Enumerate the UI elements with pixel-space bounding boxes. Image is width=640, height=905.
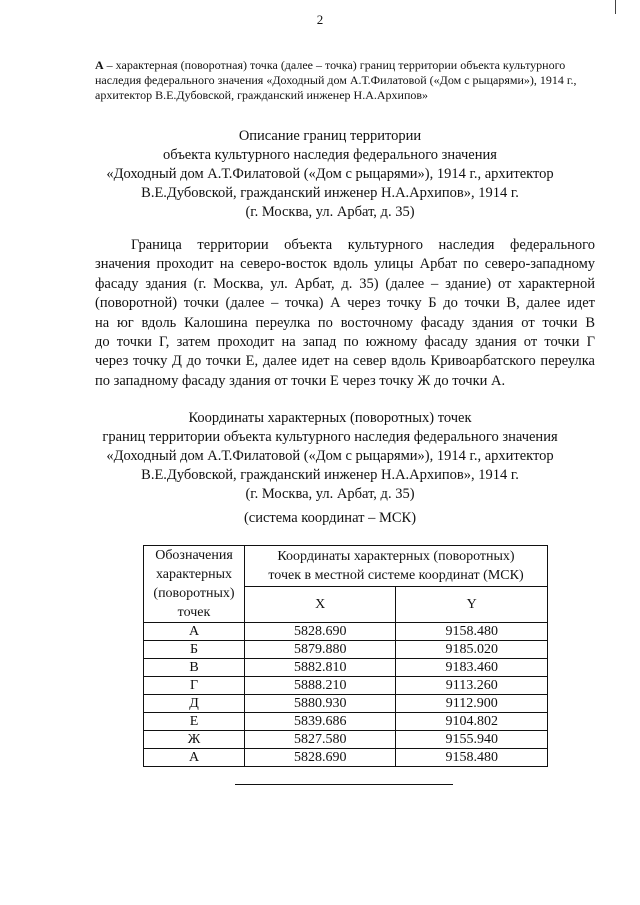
description-heading-line: В.Е.Дубовской, гражданский инженер Н.А.Архипов», 1914 г. bbox=[141, 185, 519, 201]
point-name-cell: Б bbox=[144, 641, 245, 659]
description-line: Граница территории объекта культурного наследия федерального bbox=[131, 237, 595, 253]
point-name-cell: Д bbox=[144, 695, 245, 713]
coordinates-heading-line: (г. Москва, ул. Арбат, д. 35) bbox=[245, 486, 415, 502]
point-name-cell: Г bbox=[144, 677, 245, 695]
boundary-description bbox=[95, 236, 595, 391]
y-coordinate-cell: 9113.260 bbox=[396, 677, 548, 695]
x-coordinate-cell: 5839.686 bbox=[245, 713, 396, 731]
description-heading-line: (г. Москва, ул. Арбат, д. 35) bbox=[245, 204, 415, 220]
point-name-cell: А bbox=[144, 623, 245, 641]
table-row bbox=[144, 713, 548, 731]
header-line: Обозначения bbox=[155, 548, 233, 563]
description-line: на юг вдоль Калошина переулка по восточному фасаду здания от точки В bbox=[95, 314, 595, 331]
description-heading-line: объекта культурного наследия федерального значения bbox=[163, 147, 497, 163]
point-legend-note bbox=[95, 58, 585, 103]
point-name-header bbox=[144, 546, 245, 623]
point-name-cell: Ж bbox=[144, 731, 245, 749]
table-row bbox=[144, 695, 548, 713]
description-line: до точки Г, затем проходит на запад по южному фасаду здания от точки Г bbox=[95, 334, 595, 351]
coordinates-heading-line: «Доходный дом А.Т.Филатовой («Дом с рыцарями»), 1914 г., архитектор bbox=[106, 448, 554, 464]
header-line: характерных bbox=[155, 567, 233, 582]
description-heading-line: Описание границ территории bbox=[238, 128, 422, 144]
description-line: значения проходит на северо-восток вдоль улицы Арбат по северо-западному bbox=[95, 256, 595, 273]
x-coordinate-cell: 5827.580 bbox=[245, 731, 396, 749]
coordinates-group-header bbox=[245, 546, 548, 587]
page-number: 2 bbox=[316, 12, 324, 27]
table-row bbox=[144, 677, 548, 695]
description-line: (поворотной) точки (далее – точка) А через точку Б до точки В, далее идет bbox=[95, 295, 595, 312]
bottom-rule bbox=[235, 784, 453, 785]
header-line: Координаты характерных (поворотных) bbox=[277, 549, 515, 564]
coordinates-heading-line: Координаты характерных (поворотных) точек bbox=[188, 410, 472, 426]
coordinates-table bbox=[143, 545, 548, 767]
table-row bbox=[144, 659, 548, 677]
y-coordinate-cell: 9112.900 bbox=[396, 695, 548, 713]
y-coordinate-cell: 9155.940 bbox=[396, 731, 548, 749]
point-name-cell: В bbox=[144, 659, 245, 677]
x-coordinate-cell: 5888.210 bbox=[245, 677, 396, 695]
x-coordinate-cell: 5879.880 bbox=[245, 641, 396, 659]
y-coordinate-cell: 9183.460 bbox=[396, 659, 548, 677]
description-line: фасаду здания (г. Москва, ул. Арбат, д. 35) (далее – здание) от характерной bbox=[95, 275, 595, 292]
legend-text: – характерная (поворотная) точка (далее – точка) границ территории объекта культурного наследия федерального значения «Доходный дом А.Т.Филатовой («Дом с рыцарями»), 1914 г., архитектор В.Е.Дубовской, гражданский инженер Н.А.Архипов» bbox=[95, 58, 577, 102]
coordinates-heading bbox=[80, 409, 580, 504]
point-name-cell: Е bbox=[144, 713, 245, 731]
header-line: (поворотных) bbox=[153, 586, 235, 601]
y-coordinate-cell: 9158.480 bbox=[396, 749, 548, 767]
table-row bbox=[144, 731, 548, 749]
table-row bbox=[144, 749, 548, 767]
x-header: X bbox=[245, 587, 396, 623]
table-row bbox=[144, 641, 548, 659]
y-header: Y bbox=[396, 587, 548, 623]
table-row bbox=[144, 623, 548, 641]
description-heading-line: «Доходный дом А.Т.Филатовой («Дом с рыцарями»), 1914 г., архитектор bbox=[106, 166, 554, 182]
legend-term: А bbox=[95, 58, 104, 72]
y-coordinate-cell: 9104.802 bbox=[396, 713, 548, 731]
x-coordinate-cell: 5828.690 bbox=[245, 623, 396, 641]
coordinate-system-label: (система координат – МСК) bbox=[243, 510, 417, 526]
x-coordinate-cell: 5880.930 bbox=[245, 695, 396, 713]
description-heading bbox=[80, 127, 580, 222]
point-name-cell: А bbox=[144, 749, 245, 767]
description-line: по западному фасаду здания от точки Е через точку Ж до точки А. bbox=[95, 372, 506, 389]
coordinates-table-body bbox=[144, 623, 548, 767]
x-coordinate-cell: 5882.810 bbox=[245, 659, 396, 677]
coordinates-heading-line: границ территории объекта культурного наследия федерального значения bbox=[102, 429, 558, 445]
header-line: точек bbox=[177, 605, 211, 620]
header-line: точек в местной системе координат (МСК) bbox=[268, 568, 524, 583]
x-coordinate-cell: 5828.690 bbox=[245, 749, 396, 767]
y-coordinate-cell: 9158.480 bbox=[396, 623, 548, 641]
description-line: через точку Д до точки Е, далее идет на север вдоль Кривоарбатского переулка bbox=[95, 353, 595, 370]
y-coordinate-cell: 9185.020 bbox=[396, 641, 548, 659]
coordinates-heading-line: В.Е.Дубовской, гражданский инженер Н.А.Архипов», 1914 г. bbox=[141, 467, 519, 483]
